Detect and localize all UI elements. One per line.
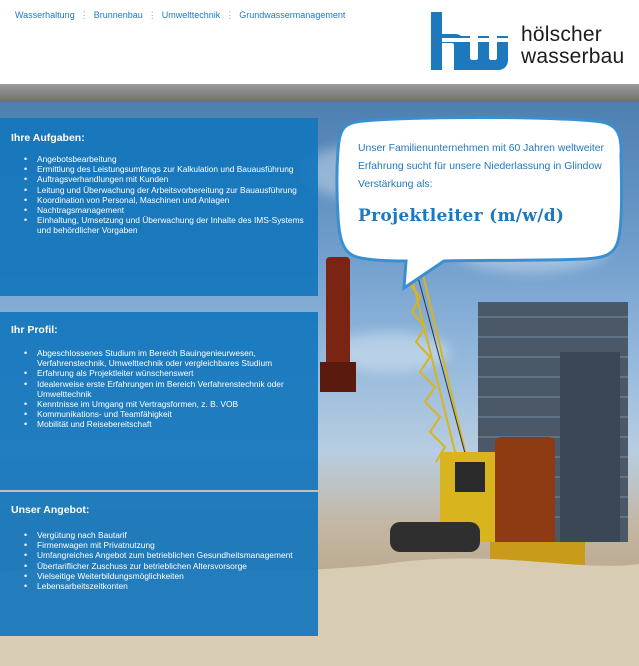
header-divider-bar [0, 84, 639, 102]
tasks-list [24, 154, 308, 236]
hw-logo-icon [429, 12, 511, 70]
list-item: • Kenntnisse im Umgang mit Vertragsformen, z. B. VOB [24, 399, 308, 409]
list-item: • Erfahrung als Projektleiter wünschenswert [24, 368, 308, 378]
tasks-panel [0, 118, 318, 296]
list-item: • Vielseitige Weiterbildungsmöglichkeiten [24, 571, 308, 581]
nav-link-umwelttechnik[interactable]: Umwelttechnik [161, 10, 221, 20]
logo-line-1: hölscher [521, 23, 602, 46]
list-item: • Lebensarbeitszeitkonten [24, 581, 308, 591]
nav-link-brunnenbau[interactable]: Brunnenbau [93, 10, 143, 20]
nav-separator: ⋮ [225, 10, 235, 20]
nav-link-wasserhaltung[interactable]: Wasserhaltung [15, 10, 75, 20]
company-logo[interactable] [429, 12, 629, 74]
list-item: • Ermittlung des Leistungsumfangs zur Kalkulation und Bauausführung [24, 164, 308, 174]
list-item: • Koordination von Personal, Maschinen und Anlagen [24, 195, 308, 205]
nav-link-grundwassermanagement[interactable]: Grundwassermanagement [239, 10, 346, 20]
logo-wordmark [521, 24, 624, 68]
list-item: • Auftragsverhandlungen mit Kunden [24, 174, 308, 184]
list-item: • Mobilität und Reisebereitschaft [24, 419, 308, 429]
top-navigation [15, 10, 345, 21]
list-item: • Idealerweise erste Erfahrungen im Bereich Verfahrenstechnik oder Umwelttechnik [24, 379, 308, 399]
list-item: • Übertariflicher Zuschuss zur betrieblichen Altersvorsorge [24, 561, 308, 571]
list-item: • Umfangreiches Angebot zum betrieblichen Gesundheitsmanagement [24, 550, 308, 560]
offer-heading: Unser Angebot: [11, 504, 90, 516]
profile-list [24, 348, 308, 430]
tasks-heading: Ihre Aufgaben: [11, 132, 85, 144]
list-item: • Einhaltung, Umsetzung und Überwachung der Inhalte des IMS-Systems und behördlicher Vorgaben [24, 215, 308, 235]
list-item: • Abgeschlossenes Studium im Bereich Bauingenieurwesen, Verfahrenstechnik, Umwelttechnik oder vergleichbares Studium [24, 348, 308, 368]
list-item: • Angebotsbearbeitung [24, 154, 308, 164]
offer-list [24, 530, 308, 591]
page-header [0, 0, 639, 84]
list-item: • Kommunikations- und Teamfähigkeit [24, 409, 308, 419]
profile-heading: Ihr Profil: [11, 324, 58, 336]
intro-text: Unser Familienunternehmen mit 60 Jahren weltweiter Erfahrung sucht für unsere Niederlassung in Glindow Verstärkung als: [358, 143, 605, 190]
nav-separator: ⋮ [79, 10, 89, 20]
offer-panel [0, 492, 318, 636]
job-title: Projektleiter (m/w/d) [358, 206, 565, 226]
list-item: • Leitung und Überwachung der Arbeitsvorbereitung zur Bauausführung [24, 185, 308, 195]
nav-separator: ⋮ [147, 10, 157, 20]
logo-line-2: wasserbau [521, 45, 625, 68]
profile-panel [0, 312, 318, 490]
list-item: • Nachtragsmanagement [24, 205, 308, 215]
list-item: • Firmenwagen mit Privatnutzung [24, 540, 308, 550]
list-item: • Vergütung nach Bautarif [24, 530, 308, 540]
